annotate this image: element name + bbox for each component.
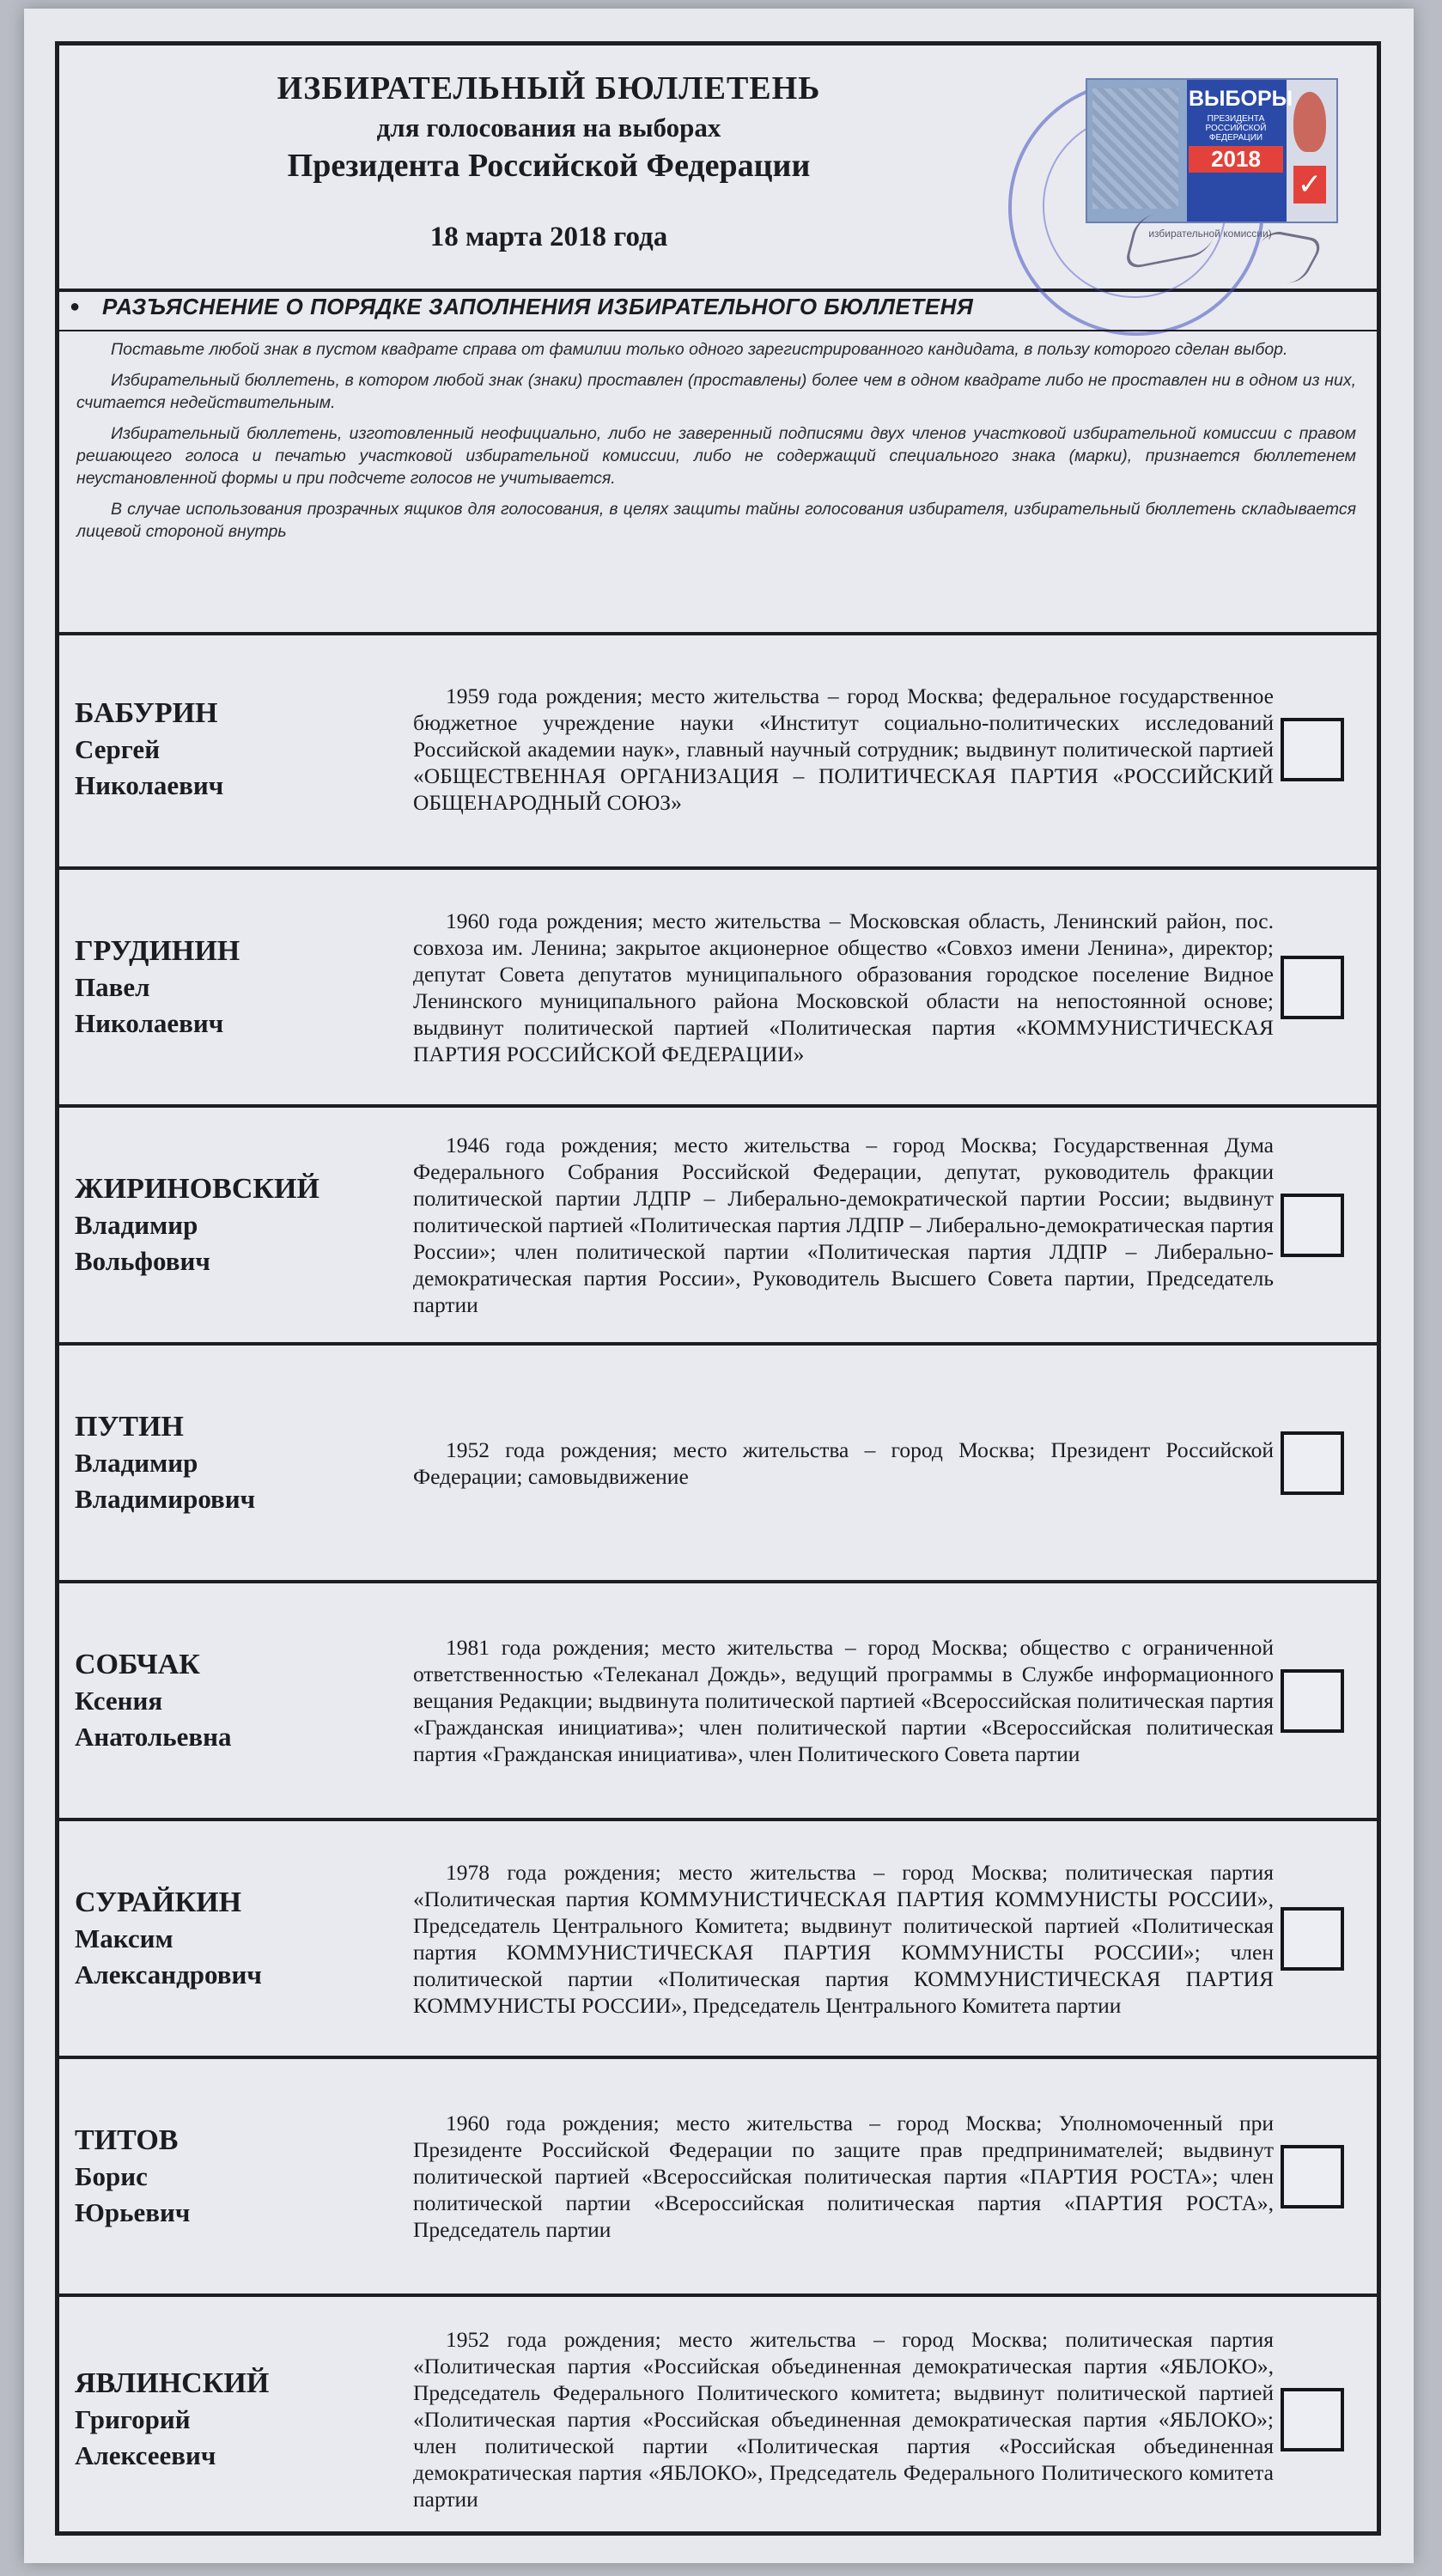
candidate-patronymic: Владимирович bbox=[75, 1483, 256, 1514]
candidate-surname: БАБУРИН bbox=[75, 696, 218, 729]
candidate-surname: ПУТИН bbox=[75, 1410, 184, 1443]
candidate-name bbox=[75, 2059, 418, 2293]
candidate-surname: ЯВЛИНСКИЙ bbox=[75, 2366, 270, 2399]
candidate-row bbox=[59, 1108, 1377, 1346]
vote-checkbox[interactable] bbox=[1281, 718, 1344, 781]
candidate-patronymic: Александрович bbox=[75, 1959, 262, 1990]
candidate-first-name: Павел bbox=[75, 971, 150, 1002]
candidate-first-name: Владимир bbox=[75, 1447, 198, 1478]
candidate-first-name: Ксения bbox=[75, 1685, 163, 1716]
ballot-title: ИЗБИРАТЕЛЬНЫЙ БЮЛЛЕТЕНЬ bbox=[277, 70, 821, 106]
election-special-mark bbox=[1086, 78, 1338, 223]
candidate-first-name: Сергей bbox=[75, 733, 161, 764]
candidate-first-name: Владимир bbox=[75, 1209, 198, 1240]
candidate-row bbox=[59, 2059, 1377, 2297]
candidate-name bbox=[75, 1108, 418, 1342]
candidate-row bbox=[59, 2297, 1377, 2542]
instruction-paragraph: Поставьте любой знак в пустом квадрате справа от фамилии только одного зарегистрированного кандидата, в пользу которого сделан выбор. bbox=[111, 340, 1288, 359]
candidate-row bbox=[59, 870, 1377, 1108]
candidate-surname: ЖИРИНОВСКИЙ bbox=[75, 1172, 319, 1205]
candidate-description: 1981 года рождения; место жительства – город Москва; общество с ограниченной ответственностью «Телеканал Дождь», ведущий программы в Службе информационного вещания Редакции; выдвинута политической партией «Всероссийская политическая партия «Гражданская инициатива»; член политической партии «Всероссийская политическая партия «Гражданская инициатива», член Политического Совета партии bbox=[413, 1635, 1274, 1766]
instruction-paragraph: Избирательный бюллетень, изготовленный неофициально, либо не заверенный подписями двух членов участковой избирательной комиссии с правом решающего голоса и печатью участковой избирательной комиссии, либо не содержащий специального знака (марки), признается бюллетенем неустановленной формы и при подсчете голосов не учитывается. bbox=[76, 424, 1356, 488]
candidate-description: 1960 года рождения; место жительства – Московская область, Ленинский район, пос. совхоза им. Ленина; закрытое акционерное общество «Совхоз имени Ленина», директор; депутат Совета депутатов муниципального образования городское поселение Видное Ленинского муниципального района Московской области на непостоянной основе; выдвинут политической партией «Политическая партия «КОММУНИСТИЧЕСКАЯ ПАРТИЯ РОССИЙСКОЙ ФЕДЕРАЦИИ» bbox=[413, 908, 1274, 1066]
candidate-first-name: Борис bbox=[75, 2160, 148, 2191]
vote-checkbox[interactable] bbox=[1281, 956, 1344, 1019]
candidate-description: 1960 года рождения; место жительства – город Москва; Уполномоченный при Президенте Российской Федерации по защите прав предпринимателей; выдвинут политической партией «Всероссийская политическая партия «ПАРТИЯ РОСТА»; член политической партии «Всероссийская политическая партия «ПАРТИЯ РОСТА», Председатель партии bbox=[413, 2111, 1274, 2242]
instructions-title: РАЗЪЯСНЕНИЕ О ПОРЯДКЕ ЗАПОЛНЕНИЯ ИЗБИРАТЕЛЬНОГО БЮЛЛЕТЕНЯ bbox=[102, 294, 974, 319]
vote-checkbox[interactable] bbox=[1281, 1907, 1344, 1971]
candidate-description: 1952 года рождения; место жительства – город Москва; политическая партия «Политическая партия «Российская объединенная демократическая партия «ЯБЛОКО», Председатель Федерального Политического комитета; выдвинут политической партией «Политическая партия «Российская объединенная демократическая партия «ЯБЛОКО»; член политической партии «Политическая партия «Российская объединенная демократическая партия «ЯБЛОКО», Председатель Федерального Политического комитета партии bbox=[413, 2327, 1274, 2512]
vote-checkbox[interactable] bbox=[1281, 1194, 1344, 1257]
candidate-name bbox=[75, 1583, 418, 1818]
mark-title: ВЫБОРЫ bbox=[1189, 87, 1293, 111]
candidate-surname: СОБЧАК bbox=[75, 1648, 200, 1680]
candidate-description: 1959 года рождения; место жительства – город Москва; федеральное государственное бюджетное учреждение науки «Институт социально-политических исследований Российской академии наук», главный научный сотрудник; выдвинут политической партией «ОБЩЕСТВЕННАЯ ОРГАНИЗАЦИЯ – ПОЛИТИЧЕСКАЯ ПАРТИЯ «РОССИЙСКИЙ ОБЩЕНАРОДНЫЙ СОЮЗ» bbox=[413, 683, 1274, 815]
candidate-name bbox=[75, 632, 418, 866]
ballot-date: 18 марта 2018 года bbox=[429, 222, 668, 252]
instructions-section bbox=[59, 289, 1377, 635]
candidate-patronymic: Николаевич bbox=[75, 1007, 224, 1038]
instruction-paragraph: В случае использования прозрачных ящиков для голосования, в целях защиты тайны голосования избирателя, избирательный бюллетень складывается лицевой стороной внутрь bbox=[76, 500, 1356, 541]
instructions-body bbox=[76, 338, 1356, 551]
candidate-patronymic: Юрьевич bbox=[75, 2196, 191, 2227]
candidate-name bbox=[75, 1346, 418, 1580]
candidate-name bbox=[75, 870, 418, 1104]
mark-year: 2018 bbox=[1189, 146, 1283, 173]
candidate-surname: ТИТОВ bbox=[75, 2123, 179, 2156]
candidate-row bbox=[59, 1583, 1377, 1821]
mark-subtitle: ПРЕЗИДЕНТА РОССИЙСКОЙ ФЕДЕРАЦИИ bbox=[1205, 114, 1267, 143]
coat-of-arms-icon bbox=[1293, 92, 1326, 152]
candidate-patronymic: Анатольевна bbox=[75, 1721, 232, 1752]
mark-caption: избирательной комиссии) bbox=[1148, 228, 1272, 240]
vote-checkbox[interactable] bbox=[1281, 1431, 1344, 1495]
candidate-description: 1978 года рождения; место жительства – город Москва; политическая партия «Политическая партия КОММУНИСТИЧЕСКАЯ ПАРТИЯ КОММУНИСТЫ РОССИИ», Председатель Центрального Комитета; выдвинут политической партией «Политическая партия КОММУНИСТИЧЕСКАЯ ПАРТИЯ КОММУНИСТЫ РОССИИ»; член политической партии «Политическая партия КОММУНИСТИЧЕСКАЯ ПАРТИЯ КОММУНИСТЫ РОССИИ», Председатель Центрального Комитета партии bbox=[413, 1859, 1274, 2018]
ballot-sheet bbox=[24, 9, 1414, 2563]
candidate-row bbox=[59, 632, 1377, 870]
bullet-icon: ● bbox=[70, 297, 81, 316]
candidate-name bbox=[75, 1821, 418, 2056]
instructions-header bbox=[59, 289, 1377, 331]
candidate-first-name: Григорий bbox=[75, 2403, 191, 2434]
candidate-surname: СУРАЙКИН bbox=[75, 1886, 242, 1918]
vote-checkbox[interactable] bbox=[1281, 2145, 1344, 2208]
candidate-surname: ГРУДИНИН bbox=[75, 934, 240, 967]
candidate-patronymic: Вольфович bbox=[75, 1245, 210, 1276]
hologram-icon bbox=[1092, 88, 1178, 209]
candidate-name bbox=[75, 2297, 418, 2542]
candidate-description: 1946 года рождения; место жительства – город Москва; Государственная Дума Федерального Собрания Российской Федерации, депутат, руководитель фракции политической партии ЛДПР – Либерально-демократической партии России; выдвинут политической партией «Политическая партия ЛДПР – Либерально-демократическая партия России»; член политической партии «Политическая партия ЛДПР – Либерально-демократическая партия России», Руководитель Высшего Совета партии, Председатель партии bbox=[413, 1133, 1274, 1317]
candidate-patronymic: Алексеевич bbox=[75, 2439, 216, 2470]
candidate-patronymic: Николаевич bbox=[75, 769, 224, 800]
checkmark-icon: ✓ bbox=[1293, 166, 1326, 204]
instruction-paragraph: Избирательный бюллетень, в котором любой знак (знаки) проставлен (проставлены) более чем в одном квадрате либо не проставлен ни в одном из них, считается недействительным. bbox=[76, 371, 1356, 412]
ballot-subtitle: для голосования на выборах bbox=[376, 112, 721, 143]
ballot-header bbox=[59, 46, 1377, 292]
candidate-row bbox=[59, 1346, 1377, 1583]
candidate-list bbox=[59, 632, 1377, 2542]
ballot-frame bbox=[55, 41, 1381, 2536]
candidate-description: 1952 года рождения; место жительства – город Москва; Президент Российской Федерации; самовыдвижение bbox=[413, 1437, 1274, 1489]
vote-checkbox[interactable] bbox=[1281, 2388, 1344, 2451]
candidate-first-name: Максим bbox=[75, 1923, 173, 1953]
candidate-row bbox=[59, 1821, 1377, 2059]
ballot-election-name: Президента Российской Федерации bbox=[287, 148, 811, 184]
vote-checkbox[interactable] bbox=[1281, 1669, 1344, 1733]
